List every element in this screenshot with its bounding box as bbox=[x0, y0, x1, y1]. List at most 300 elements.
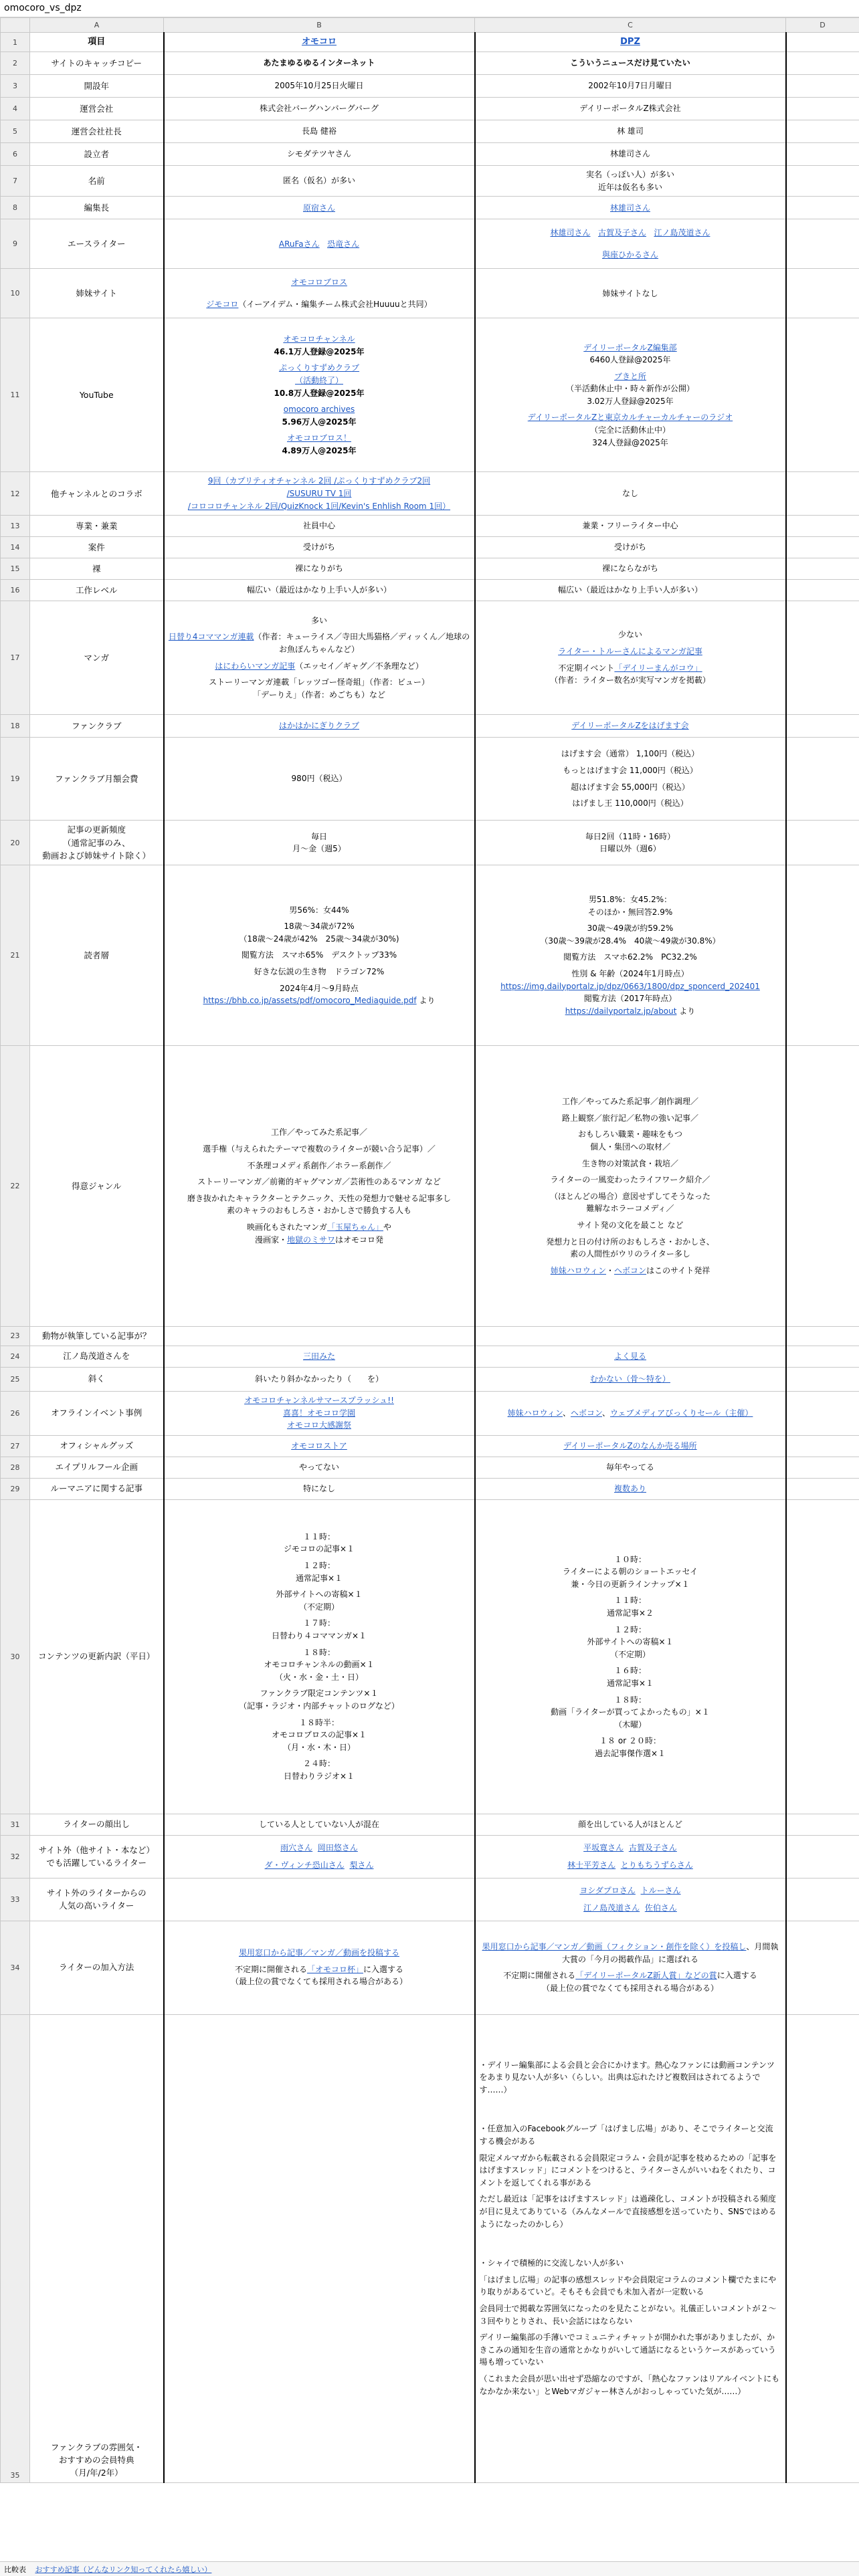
empty-cell[interactable] bbox=[786, 865, 859, 1046]
omocoro-cell[interactable] bbox=[164, 1046, 475, 1327]
writer-link[interactable]: ヨシダプロさん bbox=[579, 1885, 636, 1895]
omocoro-cell[interactable]: あたまゆるゆるインターネット bbox=[164, 52, 475, 75]
fanclub-link[interactable]: はかはかにぎりクラブ bbox=[278, 721, 359, 731]
row-number[interactable]: 18 bbox=[1, 715, 30, 738]
row-number[interactable]: 33 bbox=[1, 1878, 30, 1921]
collab-link[interactable]: /SUSURU TV 1回 bbox=[286, 488, 352, 498]
cell-line: より bbox=[679, 1006, 696, 1016]
omocoro-cell[interactable]: 株式会社バーグハンバーグバーグ bbox=[164, 98, 475, 120]
cell-line: １８時半： bbox=[298, 1717, 339, 1727]
writer-link[interactable]: 古賀及子さん bbox=[597, 228, 646, 238]
dpz-cell[interactable]: 兼業・フリーライター中心 bbox=[475, 516, 786, 537]
fanclub-link[interactable]: デイリーポータルZをはげます会 bbox=[571, 721, 689, 731]
row-label[interactable]: マンガ bbox=[30, 601, 164, 715]
empty-cell[interactable] bbox=[786, 821, 859, 865]
dpz-cell[interactable]: なし bbox=[475, 472, 786, 516]
omocoro-cell[interactable] bbox=[164, 1391, 475, 1435]
event-link[interactable]: 喜喜！オモコロ学園 bbox=[282, 1408, 355, 1418]
writer-link[interactable]: トルーさん bbox=[640, 1885, 681, 1895]
header-label[interactable]: 項目 bbox=[30, 33, 164, 52]
row-number[interactable]: 5 bbox=[1, 120, 30, 143]
empty-cell[interactable] bbox=[786, 1327, 859, 1346]
empty-cell[interactable] bbox=[786, 472, 859, 516]
header-dpz[interactable] bbox=[475, 33, 786, 52]
artist-link[interactable]: 地獄のミサワ bbox=[286, 1235, 335, 1245]
event-link[interactable]: 姉妹ハロウィン bbox=[507, 1408, 563, 1418]
empty-cell[interactable] bbox=[786, 318, 859, 472]
row-label[interactable]: 名前 bbox=[30, 166, 164, 197]
cell-line: 難解なホラーコメディ／ bbox=[586, 1204, 674, 1214]
youtube-channel-link[interactable]: ぷっくりすずめクラブ bbox=[278, 363, 360, 373]
table-row bbox=[1, 1921, 859, 2014]
label-line: 動画および姉妹サイト除く） bbox=[42, 850, 151, 861]
comparison-table bbox=[0, 17, 859, 2483]
empty-cell[interactable] bbox=[786, 197, 859, 219]
contest-link[interactable]: 「デイリーポータルZ新人賞」などの賞 bbox=[575, 1971, 717, 1981]
cell-line: 月〜金（週5） bbox=[292, 844, 346, 854]
column-header-row bbox=[1, 18, 859, 33]
dpz-cell[interactable] bbox=[475, 197, 786, 219]
table-row bbox=[1, 33, 859, 52]
row-label[interactable] bbox=[30, 821, 164, 865]
empty-cell[interactable] bbox=[786, 558, 859, 580]
row-number[interactable]: 23 bbox=[1, 1327, 30, 1346]
cell-line: ストーリーマンガ／前衛的ギャグマンガ／芸術性のあるマンガ など bbox=[197, 1177, 441, 1187]
row-number[interactable]: 6 bbox=[1, 143, 30, 166]
dpz-cell[interactable] bbox=[475, 821, 786, 865]
column-header-b[interactable]: B bbox=[164, 18, 475, 33]
omocoro-cell[interactable]: 裸になりがち bbox=[164, 558, 475, 580]
cell-line: （不定期） bbox=[609, 1649, 650, 1659]
empty-cell[interactable] bbox=[786, 75, 859, 98]
label-line: 人気の高いライター bbox=[59, 1901, 134, 1911]
dpz-cell[interactable] bbox=[475, 1346, 786, 1367]
event-link[interactable]: ヘボコン bbox=[570, 1408, 602, 1418]
cell-line: に入選する bbox=[717, 1971, 757, 1981]
corner-cell[interactable] bbox=[1, 18, 30, 33]
article-link[interactable]: むかない（骨〜特を） bbox=[589, 1374, 670, 1384]
store-link[interactable]: オモコロストア bbox=[291, 1440, 347, 1451]
empty-cell[interactable] bbox=[786, 269, 859, 318]
row-number[interactable]: 11 bbox=[1, 318, 30, 472]
empty-cell[interactable] bbox=[786, 1499, 859, 1814]
empty-cell[interactable] bbox=[786, 1878, 859, 1921]
row-label[interactable] bbox=[30, 1878, 164, 1921]
collab-link[interactable]: /コロコロチャンネル 2回/QuizKnock 1回/Kevin's Enhlish Room 1回） bbox=[187, 501, 451, 511]
manga-note: （作者：キューライス／寺田大馬猫格／ディッくん／地球のお魚ぽんちゃんなど） bbox=[254, 632, 470, 655]
row-label[interactable]: 専業・兼業 bbox=[30, 516, 164, 537]
dpz-cell[interactable]: 毎年やってる bbox=[475, 1457, 786, 1478]
dpz-cell[interactable]: 受けがち bbox=[475, 537, 786, 558]
row-number[interactable]: 2 bbox=[1, 52, 30, 75]
row-label[interactable]: ファンクラブ bbox=[30, 715, 164, 738]
row-label[interactable]: サイトのキャッチコピー bbox=[30, 52, 164, 75]
row-number[interactable]: 30 bbox=[1, 1499, 30, 1814]
cell-line: 好きな伝説の生き物 ドラゴン72% bbox=[254, 967, 385, 977]
dpz-cell[interactable] bbox=[475, 1435, 786, 1457]
media-guide-link[interactable]: https://bhb.co.jp/assets/pdf/omocoro_Mediaguide.pdf bbox=[203, 996, 417, 1006]
row-number[interactable]: 34 bbox=[1, 1921, 30, 2014]
column-header-a[interactable]: A bbox=[30, 18, 164, 33]
empty-cell[interactable] bbox=[786, 166, 859, 197]
dpz-cell[interactable] bbox=[475, 738, 786, 821]
cell-line: はこのサイト発祥 bbox=[646, 1265, 710, 1275]
row-label[interactable]: ファンクラブ月額会費 bbox=[30, 738, 164, 821]
youtube-channel-link[interactable]: デイリーポータルZ編集部 bbox=[583, 342, 677, 352]
youtube-channel-link[interactable]: omocoro archives bbox=[283, 405, 355, 415]
table-row bbox=[1, 537, 859, 558]
empty-cell[interactable] bbox=[786, 219, 859, 269]
row-number[interactable]: 25 bbox=[1, 1367, 30, 1391]
window-title: omocoro_vs_dpz bbox=[0, 0, 859, 17]
cell-line: 毎日2回（11時・16時） bbox=[585, 831, 676, 841]
cell-line: より bbox=[419, 996, 436, 1006]
dpz-cell[interactable] bbox=[475, 2014, 786, 2482]
empty-cell[interactable] bbox=[786, 738, 859, 821]
event-link[interactable]: オモコロチャンネルサマースプラッシュ!! bbox=[244, 1396, 394, 1406]
omocoro-cell[interactable] bbox=[164, 1435, 475, 1457]
row-number[interactable]: 9 bbox=[1, 219, 30, 269]
sister-site-link[interactable]: ジモコロ bbox=[206, 299, 239, 309]
dpz-cell[interactable] bbox=[475, 166, 786, 197]
dpz-cell[interactable] bbox=[475, 1327, 786, 1346]
writer-link[interactable]: とりもちうずらさん bbox=[620, 1860, 693, 1870]
cell-line: おもしろい職業・趣味をもつ bbox=[577, 1130, 682, 1140]
omocoro-cell[interactable] bbox=[164, 318, 475, 472]
row-label[interactable]: 動物が執筆している記事が？ bbox=[30, 1327, 164, 1346]
omocoro-cell[interactable] bbox=[164, 219, 475, 269]
empty-cell[interactable] bbox=[786, 1391, 859, 1435]
row-number[interactable]: 31 bbox=[1, 1814, 30, 1835]
editor-link[interactable]: 林雄司さん bbox=[609, 203, 650, 213]
youtube-channel-link[interactable]: オモコロブロス！ bbox=[286, 433, 351, 443]
youtube-channel-link[interactable]: ブきと所 bbox=[613, 371, 646, 381]
row-number[interactable]: 12 bbox=[1, 472, 30, 516]
table-row bbox=[1, 269, 859, 318]
omocoro-link[interactable]: オモコロ bbox=[301, 37, 337, 47]
writer-link[interactable]: 江ノ島茂道さん bbox=[583, 1903, 640, 1913]
writer-link[interactable]: 林士平芳さん bbox=[567, 1860, 616, 1870]
dpz-cell[interactable] bbox=[475, 1835, 786, 1878]
table-row bbox=[1, 143, 859, 166]
event-link[interactable]: オモコロ大感謝祭 bbox=[286, 1420, 351, 1430]
cell-line: （不定期） bbox=[298, 1602, 339, 1612]
manga-link[interactable]: 日替り4コママンガ連載 bbox=[168, 632, 254, 642]
dpz-cell[interactable]: 幅広い（最近はかなり上手い人が多い） bbox=[475, 580, 786, 601]
empty-cell[interactable] bbox=[786, 52, 859, 75]
omocoro-cell[interactable]: 長島 健裕 bbox=[164, 120, 475, 143]
dpz-cell[interactable] bbox=[475, 601, 786, 715]
omocoro-cell[interactable] bbox=[164, 1921, 475, 2014]
dpz-cell[interactable]: 姉妹サイトなし bbox=[475, 269, 786, 318]
contest-link[interactable]: 「オモコロ杯」 bbox=[306, 1964, 363, 1974]
dpz-cell[interactable] bbox=[475, 865, 786, 1046]
subscriber-count: 4.89万人@2025年 bbox=[282, 445, 357, 455]
dpz-cell[interactable]: 顔を出している人がほとんど bbox=[475, 1814, 786, 1835]
row-number[interactable]: 32 bbox=[1, 1835, 30, 1878]
event-link[interactable]: ウェブメディアびっくりセール（主催） bbox=[610, 1408, 753, 1418]
writer-link[interactable]: 林雄司さん bbox=[550, 228, 591, 238]
dpz-cell[interactable]: デイリーポータルZ株式会社 bbox=[475, 98, 786, 120]
empty-cell[interactable] bbox=[786, 580, 859, 601]
writer-link[interactable]: 佐伯さん bbox=[644, 1903, 677, 1913]
row-number[interactable]: 22 bbox=[1, 1046, 30, 1327]
column-header-c[interactable]: C bbox=[475, 18, 786, 33]
row-label[interactable] bbox=[30, 2014, 164, 2482]
writer-link[interactable]: ダ・ヴィンチ恐山さん bbox=[264, 1860, 345, 1870]
table-row bbox=[1, 738, 859, 821]
editor-link[interactable]: 原宿さん bbox=[302, 203, 335, 213]
label-line: でも活躍しているライター bbox=[46, 1858, 147, 1868]
row-number[interactable]: 16 bbox=[1, 580, 30, 601]
row-label[interactable]: ライターの加入方法 bbox=[30, 1921, 164, 2014]
event-link[interactable]: ヘボコン bbox=[614, 1265, 647, 1275]
empty-cell[interactable] bbox=[786, 120, 859, 143]
dpz-cell[interactable] bbox=[475, 1878, 786, 1921]
dpz-cell[interactable] bbox=[475, 1367, 786, 1391]
dpz-cell[interactable] bbox=[475, 219, 786, 269]
dpz-cell[interactable]: 林 雄司 bbox=[475, 120, 786, 143]
header-omocoro[interactable] bbox=[164, 33, 475, 52]
fee-line: もっとはげます会 11,000円（税込） bbox=[563, 766, 698, 776]
manga-link[interactable]: はにわらいマンガ記事 bbox=[215, 661, 296, 671]
row-label[interactable]: ルーマニアに関する記事 bbox=[30, 1478, 164, 1499]
row-number[interactable]: 13 bbox=[1, 516, 30, 537]
writer-link[interactable]: 與座ひかるさん bbox=[601, 249, 658, 259]
cell-line: 生き物の対策試食・栽培／ bbox=[581, 1158, 678, 1168]
sponsor-pdf-link[interactable]: https://img.dailyportalz.jp/dpz/0663/1800/dpz_sponcerd_202401 bbox=[500, 981, 760, 991]
omocoro-cell[interactable] bbox=[164, 601, 475, 715]
manga-link[interactable]: ライター・トルーさんによるマンガ記事 bbox=[558, 647, 702, 657]
empty-cell[interactable] bbox=[786, 1435, 859, 1457]
writer-link[interactable]: 古賀及子さん bbox=[628, 1842, 677, 1852]
writer-link[interactable]: 岡田悠さん bbox=[317, 1842, 358, 1852]
sheet-tab-link[interactable]: おすすめ記事（どんなリンク知ってくれたら嬉しい） bbox=[35, 2565, 212, 2574]
cell-line: 路上観察／旅行記／私物の強い記事／ bbox=[561, 1113, 698, 1123]
cell-line: 不定期に開催される bbox=[234, 1964, 307, 1974]
collab-link[interactable]: 9回（カプリティオチャンネル 2回 /ぷっくりすずめクラブ2回 bbox=[207, 476, 431, 486]
channel-note: （活動終了） bbox=[294, 375, 343, 385]
empty-cell[interactable] bbox=[786, 1921, 859, 2014]
cell-paragraph: （これまた会員が思い出せず恐縮なのですが、「熱心なファンはリアルイベントにもなかなか来ない」とWebマガジャー林さんがおっしゃっていた気が……） bbox=[479, 2373, 780, 2396]
subscriber-count: 6460人登録@2025年 bbox=[589, 355, 671, 365]
writer-link[interactable]: 雨穴さん bbox=[280, 1842, 313, 1852]
row-number[interactable]: 27 bbox=[1, 1435, 30, 1457]
cell-line: ライターによる朝のショートエッセイ bbox=[562, 1567, 698, 1577]
cell-line: １０時： bbox=[613, 1554, 646, 1564]
row-number[interactable]: 1 bbox=[1, 33, 30, 52]
row-number[interactable]: 20 bbox=[1, 821, 30, 865]
cell-line: １７時： bbox=[302, 1618, 335, 1628]
row-label[interactable]: 得意ジャンル bbox=[30, 1046, 164, 1327]
submission-link[interactable]: 果用窓口から記事／マンガ／動画（フィクション・創作を除く）を投稿し bbox=[482, 1941, 747, 1951]
cell-line: （木曜） bbox=[613, 1719, 646, 1729]
cell-line: 日曜以外（週6） bbox=[599, 844, 661, 854]
column-header-d[interactable]: D bbox=[786, 18, 859, 33]
omocoro-cell[interactable]: 幅広い（最近はかなり上手い人が多い） bbox=[164, 580, 475, 601]
empty-cell[interactable] bbox=[786, 1046, 859, 1327]
row-number[interactable]: 35 bbox=[1, 2014, 30, 2482]
empty-cell[interactable] bbox=[786, 2014, 859, 2482]
omocoro-cell[interactable] bbox=[164, 715, 475, 738]
row-number[interactable]: 17 bbox=[1, 601, 30, 715]
search-link[interactable]: よく見る bbox=[613, 1351, 646, 1361]
cell-line: ファンクラブ限定コンテンツ×１ bbox=[260, 1689, 379, 1699]
omocoro-cell[interactable] bbox=[164, 2014, 475, 2482]
row-label[interactable]: 工作レベル bbox=[30, 580, 164, 601]
writer-link[interactable]: 恐竜さん bbox=[327, 239, 360, 249]
empty-cell[interactable] bbox=[786, 1478, 859, 1499]
empty-cell[interactable] bbox=[786, 516, 859, 537]
omocoro-cell[interactable] bbox=[164, 1835, 475, 1878]
youtube-channel-link[interactable]: オモコロチャンネル bbox=[283, 334, 355, 344]
omocoro-cell[interactable] bbox=[164, 197, 475, 219]
empty-cell[interactable] bbox=[786, 1346, 859, 1367]
row-number[interactable]: 7 bbox=[1, 166, 30, 197]
omocoro-cell[interactable] bbox=[164, 1327, 475, 1346]
row-number[interactable]: 24 bbox=[1, 1346, 30, 1367]
dpz-cell[interactable] bbox=[475, 318, 786, 472]
spreadsheet[interactable] bbox=[0, 17, 859, 2483]
omocoro-cell[interactable]: 受けがち bbox=[164, 537, 475, 558]
omocoro-cell[interactable]: やってない bbox=[164, 1457, 475, 1478]
empty-cell[interactable] bbox=[786, 33, 859, 52]
omocoro-cell[interactable]: 匿名（仮名）が多い bbox=[164, 166, 475, 197]
omocoro-cell[interactable] bbox=[164, 1346, 475, 1367]
cell-line: ジモコロの記事×１ bbox=[283, 1544, 355, 1554]
omocoro-cell[interactable]: シモダテツヤさん bbox=[164, 143, 475, 166]
event-link[interactable]: 姉妹ハロウィン bbox=[550, 1265, 607, 1275]
row-label[interactable]: 斜く bbox=[30, 1367, 164, 1391]
row-label[interactable]: 運営会社社長 bbox=[30, 120, 164, 143]
row-label[interactable]: オフィシャルグッズ bbox=[30, 1435, 164, 1457]
cell-line: （最上位の賞でなくても採用される場合がある） bbox=[230, 1977, 407, 1987]
dpz-cell[interactable]: 2002年10月7日月曜日 bbox=[475, 75, 786, 98]
article-link[interactable]: 複数あり bbox=[613, 1483, 646, 1493]
table-row bbox=[1, 120, 859, 143]
omocoro-cell[interactable]: 980円（税込） bbox=[164, 738, 475, 821]
row-label[interactable]: 編集長 bbox=[30, 197, 164, 219]
cell-line: 個人・集団への取材／ bbox=[589, 1142, 670, 1152]
dpz-cell[interactable]: 工作／やってみた系記事／創作調理／ 路上観察／旅行記／私物の強い記事／ おもしろい職業・趣味をもつ 個人・集団への取材／ 生き物の対策試食・栽培／ ライターの一風変わったライフワーク紹介／ （ほとんどの場合）意図せずしてそうなった 難解なホラーコメディ／ サイト発の文化を最こと など 発想力と日の付け所のおもしろさ・おかしさ、 素の人間性がウリのライター多し 姉妹ハロウィン・ヘボコンはこのサイト発祥 bbox=[475, 1046, 786, 1327]
omocoro-cell[interactable]: 社員中心 bbox=[164, 516, 475, 537]
row-label[interactable]: 設立者 bbox=[30, 143, 164, 166]
table-row bbox=[1, 1478, 859, 1499]
manga-link[interactable]: 「デイリーまんがコウ」 bbox=[614, 663, 702, 673]
row-label[interactable]: エイプリルフール企画 bbox=[30, 1457, 164, 1478]
submission-link[interactable]: 果用窓口から記事／マンガ／動画を投稿する bbox=[238, 1948, 399, 1958]
table-row bbox=[1, 558, 859, 580]
empty-cell[interactable] bbox=[786, 715, 859, 738]
table-row bbox=[1, 1367, 859, 1391]
row-label[interactable]: 案件 bbox=[30, 537, 164, 558]
omocoro-cell[interactable]: 斜いたり斜かなかったり（ を） bbox=[164, 1367, 475, 1391]
dpz-cell[interactable]: 裸にならながち bbox=[475, 558, 786, 580]
row-label[interactable]: 開設年 bbox=[30, 75, 164, 98]
writer-link[interactable]: ARuFaさん bbox=[278, 239, 320, 249]
omocoro-cell[interactable] bbox=[164, 472, 475, 516]
row-number[interactable]: 14 bbox=[1, 537, 30, 558]
dpz-link[interactable]: DPZ bbox=[620, 37, 640, 47]
empty-cell[interactable] bbox=[786, 537, 859, 558]
writer-link[interactable]: 梨さん bbox=[349, 1860, 374, 1870]
dpz-cell[interactable] bbox=[475, 1499, 786, 1814]
omocoro-cell[interactable] bbox=[164, 1878, 475, 1921]
row-number[interactable]: 8 bbox=[1, 197, 30, 219]
dpz-cell[interactable] bbox=[475, 715, 786, 738]
row-number[interactable]: 10 bbox=[1, 269, 30, 318]
omocoro-cell[interactable]: している人としていない人が混在 bbox=[164, 1814, 475, 1835]
omocoro-cell[interactable]: 2005年10月25日火曜日 bbox=[164, 75, 475, 98]
youtube-channel-link[interactable]: デイリーポータルZと東京カルチャーカルチャーのラジオ bbox=[527, 413, 733, 423]
row-number[interactable]: 28 bbox=[1, 1457, 30, 1478]
row-number[interactable]: 15 bbox=[1, 558, 30, 580]
empty-cell[interactable] bbox=[786, 601, 859, 715]
sheet-tab[interactable]: 比較表 bbox=[4, 2565, 26, 2574]
empty-cell[interactable] bbox=[786, 1457, 859, 1478]
empty-cell[interactable] bbox=[786, 1814, 859, 1835]
row-number[interactable]: 19 bbox=[1, 738, 30, 821]
row-label[interactable]: 裸 bbox=[30, 558, 164, 580]
dpz-cell[interactable]: 姉妹ハロウィン、ヘボコン、ウェブメディアびっくりセール（主催） bbox=[475, 1391, 786, 1435]
store-link[interactable]: デイリーポータルZのなんか売る場所 bbox=[563, 1440, 697, 1451]
writer-link[interactable]: 平坂寛さん bbox=[583, 1842, 624, 1852]
dpz-cell[interactable] bbox=[475, 1478, 786, 1499]
row-number[interactable]: 26 bbox=[1, 1391, 30, 1435]
row-label[interactable]: 江ノ島茂道さんを bbox=[30, 1346, 164, 1367]
dpz-cell[interactable]: 林雄司さん bbox=[475, 143, 786, 166]
omocoro-cell[interactable] bbox=[164, 1499, 475, 1814]
cell-line: 閲覧方法 スマホ62.2% PC32.2% bbox=[563, 952, 697, 962]
row-label[interactable]: 他チャンネルとのコラボ bbox=[30, 472, 164, 516]
row-number[interactable]: 3 bbox=[1, 75, 30, 98]
omocoro-cell[interactable] bbox=[164, 269, 475, 318]
row-label[interactable] bbox=[30, 1835, 164, 1878]
empty-cell[interactable] bbox=[786, 1835, 859, 1878]
row-number[interactable]: 4 bbox=[1, 98, 30, 120]
empty-cell[interactable] bbox=[786, 143, 859, 166]
dpz-cell[interactable] bbox=[475, 1921, 786, 2014]
label-line: ファンクラブの雰囲気・ bbox=[50, 2442, 142, 2452]
search-link[interactable]: 三田みた bbox=[302, 1351, 335, 1361]
dpz-cell[interactable]: こういうニュースだけ見ていたい bbox=[475, 52, 786, 75]
table-row bbox=[1, 2014, 859, 2482]
omocoro-cell[interactable] bbox=[164, 821, 475, 865]
row-label[interactable]: 読者層 bbox=[30, 865, 164, 1046]
row-label[interactable]: オフラインイベント事例 bbox=[30, 1391, 164, 1435]
label-line: （月/年/2年） bbox=[70, 2468, 123, 2478]
row-number[interactable]: 21 bbox=[1, 865, 30, 1046]
writer-link[interactable]: 江ノ島茂道さん bbox=[654, 228, 710, 238]
row-label[interactable]: ライターの顔出し bbox=[30, 1814, 164, 1835]
row-number[interactable]: 29 bbox=[1, 1478, 30, 1499]
empty-cell[interactable] bbox=[786, 1367, 859, 1391]
table-row bbox=[1, 1499, 859, 1814]
subscriber-count: 46.1万人登録@2025年 bbox=[274, 346, 365, 356]
sister-site-link[interactable]: オモコロブロス bbox=[290, 278, 347, 288]
manga-title-link[interactable]: 「玉屋ちゃん」 bbox=[326, 1222, 383, 1232]
row-label[interactable]: コンテンツの更新内訳（平日） bbox=[30, 1499, 164, 1814]
about-link[interactable]: https://dailyportalz.jp/about bbox=[565, 1006, 677, 1016]
row-label[interactable]: YouTube bbox=[30, 318, 164, 472]
omocoro-cell[interactable] bbox=[164, 865, 475, 1046]
manga-amount: 多い bbox=[310, 615, 327, 625]
empty-cell[interactable] bbox=[786, 98, 859, 120]
omocoro-cell[interactable]: 特になし bbox=[164, 1478, 475, 1499]
row-label[interactable]: 姉妹サイト bbox=[30, 269, 164, 318]
row-label[interactable]: 運営会社 bbox=[30, 98, 164, 120]
row-label[interactable]: エースライター bbox=[30, 219, 164, 269]
